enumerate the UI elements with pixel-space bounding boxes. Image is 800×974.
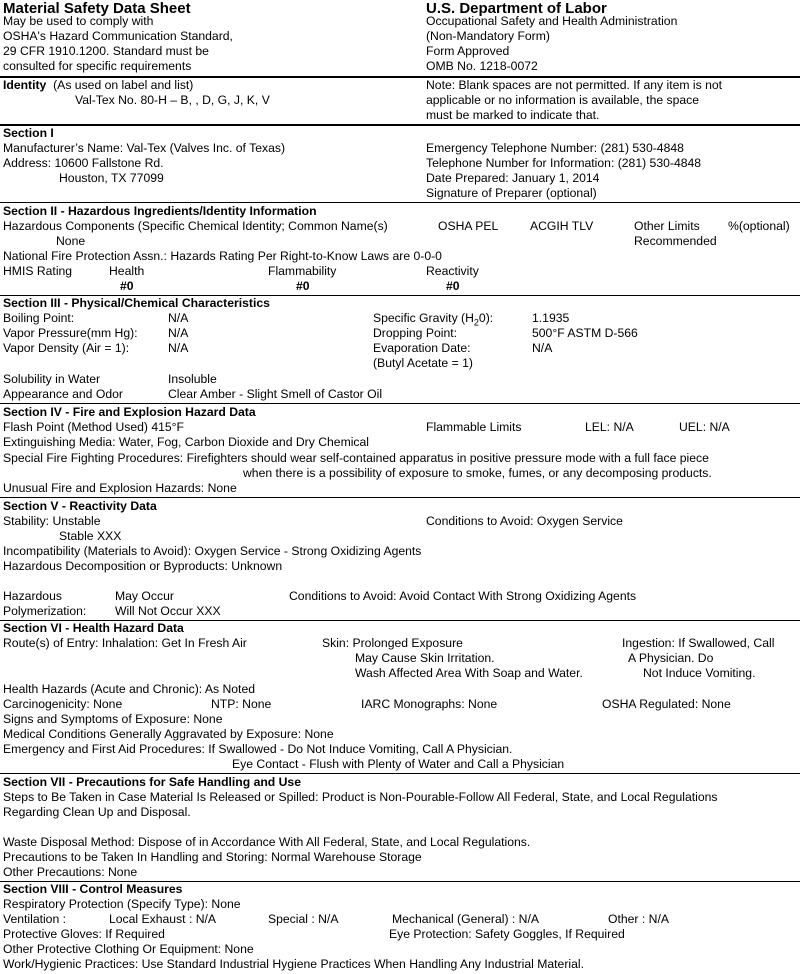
document-title: Material Safety Data Sheet [3,0,191,17]
appearance-label: Appearance and Odor [3,387,123,401]
emergency-phone: Emergency Telephone Number: (281) 530-4848 [426,141,684,155]
identity-right-note: Note: Blank spaces are not permitted. If any item is not [426,78,723,92]
identity-note: (As used on label and list) [53,78,194,92]
route-of-entry: Route(s) of Entry: Inhalation: Get In Fresh Air [3,636,247,650]
section-7-title: Section VII - Precautions for Safe Handling and Use [3,775,301,789]
extinguishing-media: Extinguishing Media: Water, Fog, Carbon Dioxide and Dry Chemical [3,435,370,449]
uel-value: UEL: N/A [679,420,730,434]
hazardous-decomposition: Hazardous Decomposition or Byproducts: Unknown [3,559,283,573]
ntp: NTP: None [211,697,272,711]
skin-line: Skin: Prolonged Exposure [322,636,463,650]
osha-regulated: OSHA Regulated: None [602,697,731,711]
work-practices: Work/Hygienic Practices: Use Standard Industrial Hygiene Practices When Handling Any Industrial Material. [3,957,584,971]
ingestion-line: Ingestion: If Swallowed, Call [622,636,775,650]
stability-label: Stability: Unstable [3,514,101,528]
flammable-limits-label: Flammable Limits [426,420,522,434]
health-label: Health [109,264,145,278]
skin-line: May Cause Skin Irritation. [355,651,495,665]
local-exhaust: Local Exhaust : N/A [109,912,217,926]
osha-pel-header: OSHA PEL [438,219,499,233]
divider [0,202,800,203]
conditions-to-avoid: Conditions to Avoid: Oxygen Service [426,514,623,528]
iarc-monographs: IARC Monographs: None [361,697,498,711]
address-line: Address: 10600 Fallstone Rd. [3,156,164,170]
vapor-density-label: Vapor Density (Air = 1): [3,341,130,355]
vapor-pressure-label: Vapor Pressure(mm Hg): [3,326,138,340]
preparer-signature: Signature of Preparer (optional) [426,186,597,200]
carcinogenicity: Carcinogenicity: None [3,697,123,711]
specific-gravity-text: Specific Gravity (H [373,311,474,325]
acgih-tlv-header: ACGIH TLV [530,219,594,233]
ingestion-line: Not Induce Vomiting. [643,666,756,680]
butyl-acetate-note: (Butyl Acetate = 1) [373,356,473,370]
identity-right-note: must be marked to indicate that. [426,108,600,122]
vapor-pressure-value: N/A [168,326,189,340]
recommended-header: Recommended [634,234,717,248]
handling-storing: Precautions to be Taken In Handling and Storing: Normal Warehouse Storage [3,850,422,864]
hmis-label: HMIS Rating [3,264,73,278]
section-5-title: Section V - Reactivity Data [3,499,157,513]
divider [0,124,800,126]
info-phone: Telephone Number for Information: (281) 530-4848 [426,156,702,170]
subscript: 2 [473,317,479,328]
header-right-line: OMB No. 1218-0072 [426,59,538,73]
identity-right-note: applicable or no information is available, the space [426,93,700,107]
specific-gravity-text-end: 0): [478,311,494,325]
evaporation-label: Evaporation Date: [373,341,471,355]
header-right-line: Form Approved [426,44,510,58]
date-prepared: Date Prepared: January 1, 2014 [426,171,600,185]
section-1-title: Section I [3,126,54,140]
divider [0,403,800,404]
section-6-title: Section VI - Health Hazard Data [3,621,184,635]
section-3-title: Section III - Physical/Chemical Characteristics [3,296,270,310]
eye-protection: Eye Protection: Safety Goggles, If Required [389,927,625,941]
health-value: #0 [120,279,134,293]
vapor-density-value: N/A [168,341,189,355]
first-aid: Emergency and First Aid Procedures: If Swallowed - Do Not Induce Vomiting, Call A Physician. [3,742,513,756]
flash-point: Flash Point (Method Used) 415°F [3,420,184,434]
will-not-occur: Will Not Occur XXX [115,604,221,618]
dropping-point-value: 500°F ASTM D-566 [532,326,638,340]
section-2-title: Section II - Hazardous Ingredients/Identity Information [3,204,317,218]
address-city: Houston, TX 77099 [59,171,164,185]
stable-value: Stable XXX [59,529,122,543]
boiling-point-label: Boiling Point: [3,311,75,325]
flammability-value: #0 [296,279,310,293]
header-left-line: OSHA's Hazard Communication Standard, [3,29,233,43]
header-left-line: May be used to comply with [3,14,154,28]
special-procedures: Special Fire Fighting Procedures: Firefighters should wear self-contained apparatus in positive pressure mode with a full face piece [3,451,709,465]
dropping-point-label: Dropping Point: [373,326,458,340]
components-value: None [56,234,86,248]
identity-label: Identity [3,78,47,92]
ingestion-line: A Physician. Do [628,651,714,665]
signs-and-symptoms: Signs and Symptoms of Exposure: None [3,712,223,726]
header-right-line: Occupational Safety and Health Administration [426,14,678,28]
solubility-label: Solubility in Water [3,372,101,386]
health-hazards: Health Hazards (Acute and Chronic): As Noted [3,682,255,696]
special-procedures-cont: when there is a possibility of exposure to smoke, fumes, or any decomposing products. [243,466,712,480]
medical-conditions: Medical Conditions Generally Aggravated by Exposure: None [3,727,334,741]
divider [0,773,800,774]
other-limits-header: Other Limits [634,219,700,233]
protective-gloves: Protective Gloves: If Required [3,927,165,941]
divider [0,497,800,498]
polymerization-label: Polymerization: [3,604,87,618]
other-ventilation: Other : N/A [608,912,669,926]
other-precautions: Other Precautions: None [3,865,138,879]
waste-disposal: Waste Disposal Method: Dispose of in Accordance With All Federal, State, and Local Regulations. [3,835,531,849]
agency-title: U.S. Department of Labor [426,0,607,17]
lel-value: LEL: N/A [585,420,634,434]
evaporation-value: N/A [532,341,553,355]
header-right-line: (Non-Mandatory Form) [426,29,550,43]
spill-procedure: Steps to Be Taken in Case Material Is Released or Spilled: Product is Non-Pourable-Follow All Federal, State, and Local Regulations [3,790,718,804]
identity-label-row [3,78,193,93]
flammability-label: Flammability [268,264,337,278]
solubility-value: Insoluble [168,372,217,386]
appearance-value: Clear Amber - Slight Smell of Castor Oil [168,387,383,401]
section-8-title: Section VIII - Control Measures [3,882,183,896]
polymerization-conditions: Conditions to Avoid: Avoid Contact With Strong Oxidizing Agents [289,589,637,603]
reactivity-label: Reactivity [426,264,479,278]
first-aid-eye: Eye Contact - Flush with Plenty of Water and Call a Physician [232,757,565,771]
boiling-point-value: N/A [168,311,189,325]
may-occur: May Occur [115,589,174,603]
percent-optional-header: %(optional) [728,219,790,233]
section-4-title: Section IV - Fire and Explosion Hazard Data [3,405,256,419]
respiratory-protection: Respiratory Protection (Specify Type): None [3,897,241,911]
ventilation-label: Ventilation : [3,912,67,926]
protective-clothing: Other Protective Clothing Or Equipment: None [3,942,254,956]
hazardous-label: Hazardous [3,589,62,603]
special-ventilation: Special : N/A [268,912,339,926]
specific-gravity-value: 1.1935 [532,311,570,325]
unusual-hazards: Unusual Fire and Explosion Hazards: None [3,481,237,495]
header-left-line: 29 CFR 1910.1200. Standard must be [3,44,209,58]
mechanical-ventilation: Mechanical (General) : N/A [392,912,539,926]
hazardous-components-label: Hazardous Components (Specific Chemical Identity; Common Name(s) [3,219,388,233]
header-left-line: consulted for specific requirements [3,59,192,73]
identity-value: Val-Tex No. 80-H – B, , D, G, J, K, V [75,93,270,107]
reactivity-value: #0 [446,279,460,293]
incompatibility: Incompatibility (Materials to Avoid): Oxygen Service - Strong Oxidizing Agents [3,544,422,558]
nfpa-rating: National Fire Protection Assn.: Hazards Rating Per Right-to-Know Laws are 0-0-0 [3,249,442,263]
manufacturer-name: Manufacturer’s Name: Val-Tex (Valves Inc. of Texas) [3,141,285,155]
spill-procedure-cont: Regarding Clean Up and Disposal. [3,805,191,819]
skin-line: Wash Affected Area With Soap and Water. [355,666,583,680]
